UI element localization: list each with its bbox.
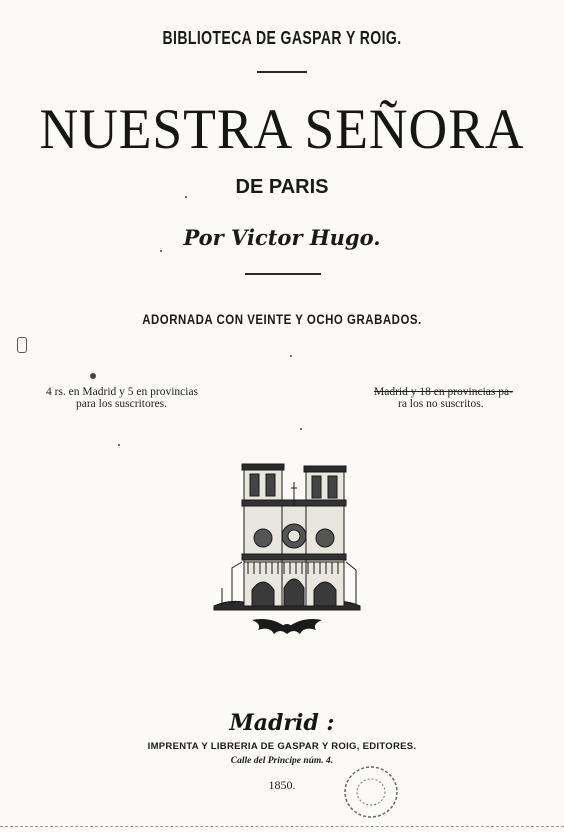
imprint-city: Madrid :	[229, 710, 335, 736]
series-name: BIBLIOTECA DE GASPAR Y ROIG.	[162, 28, 402, 48]
price-subscribers-line2: para los suscritores.	[76, 398, 168, 410]
library-stamp	[340, 762, 402, 822]
book-title: NUESTRA SEÑORA	[39, 98, 525, 161]
divider	[257, 71, 307, 73]
cathedral-engraving	[212, 458, 362, 650]
price-subscribers-line1: 4 rs. en Madrid y 5 en provincias	[46, 386, 199, 398]
imprint-year: 1850.	[268, 778, 296, 792]
ink-speck	[17, 337, 27, 353]
price-subscribers	[46, 386, 286, 410]
price-non-subscribers-line1: Madrid y 18 en provincias pa-	[374, 386, 513, 398]
ink-speck	[160, 250, 162, 252]
divider	[245, 273, 321, 275]
price-non-subscribers	[374, 386, 554, 410]
imprint-printer: IMPRENTA Y LIBRERIA DE GASPAR Y ROIG, EDITORES.	[147, 741, 417, 752]
ink-speck	[90, 373, 96, 379]
page-edge	[0, 826, 564, 828]
imprint-street: Calle del Principe núm. 4.	[230, 756, 334, 766]
ink-speck	[300, 428, 302, 430]
illustrations-note: ADORNADA CON VEINTE Y OCHO GRABADOS.	[142, 312, 422, 327]
ink-speck	[185, 196, 187, 198]
author-line: Por Victor Hugo.	[183, 225, 381, 250]
ink-speck	[290, 355, 292, 357]
ink-speck	[118, 444, 120, 446]
price-non-subscribers-line2: ra los no suscritos.	[398, 398, 484, 410]
book-subtitle: DE PARIS	[235, 176, 329, 198]
